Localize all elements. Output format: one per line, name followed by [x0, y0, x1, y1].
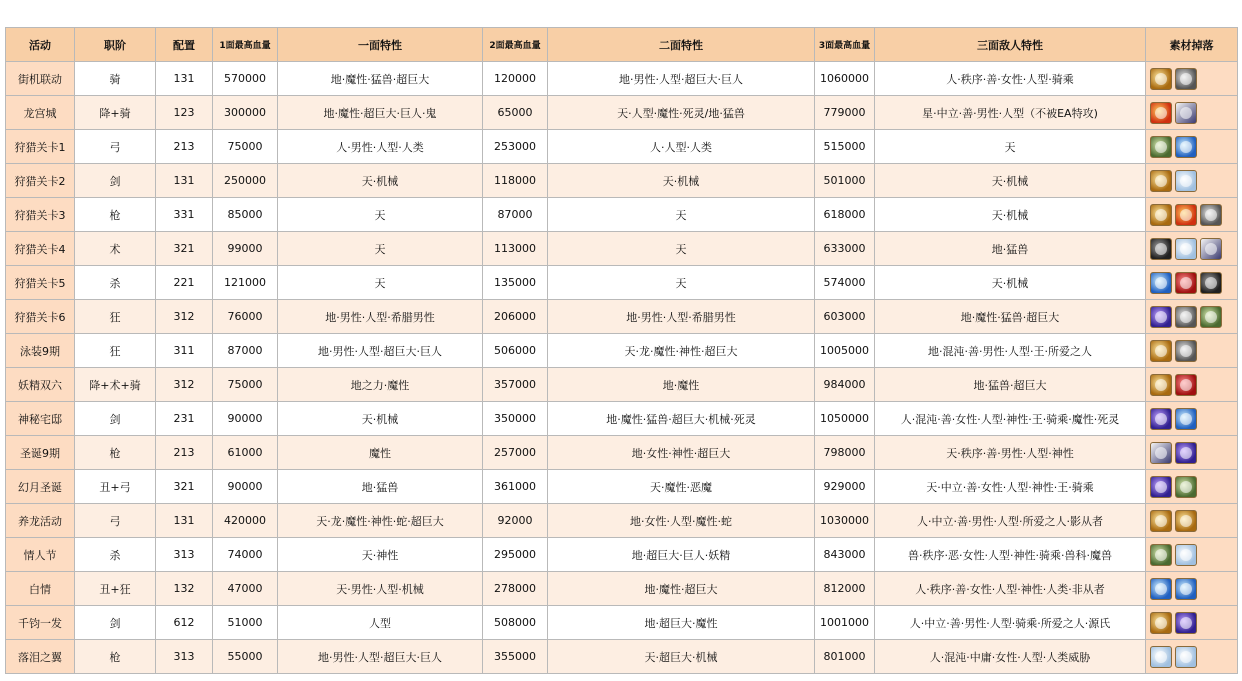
cell-class: 杀 — [75, 538, 156, 572]
cell-trait1: 人型 — [278, 606, 483, 640]
cell-hp1: 420000 — [213, 504, 278, 538]
cell-class: 杀 — [75, 266, 156, 300]
cell-trait1: 地之力·魔性 — [278, 368, 483, 402]
gold-gem-icon — [1150, 204, 1172, 226]
cell-config: 312 — [156, 368, 213, 402]
cell-hp1: 121000 — [213, 266, 278, 300]
cell-config: 213 — [156, 130, 213, 164]
metal-ring-icon — [1175, 68, 1197, 90]
cell-trait3: 兽·秩序·恶·女性·人型·神性·骑乘·兽科·魔兽 — [875, 538, 1146, 572]
purple-gem-icon — [1150, 476, 1172, 498]
cell-hp3: 801000 — [815, 640, 875, 674]
table-row — [6, 300, 1238, 334]
cell-trait1: 天·男性·人型·机械 — [278, 572, 483, 606]
cell-trait2: 天·龙·魔性·神性·超巨大 — [548, 334, 815, 368]
light-orb-icon — [1175, 646, 1197, 668]
cell-class: 术 — [75, 232, 156, 266]
gold-gem-icon — [1175, 510, 1197, 532]
cell-trait1: 地·魔性·猛兽·超巨大 — [278, 62, 483, 96]
cell-hp3: 929000 — [815, 470, 875, 504]
cell-trait3: 地·魔性·猛兽·超巨大 — [875, 300, 1146, 334]
header-class: 职阶 — [75, 28, 156, 62]
cell-trait3: 人·混沌·中庸·女性·人型·人类威胁 — [875, 640, 1146, 674]
cell-trait3: 星·中立·善·男性·人型（不被EA特攻) — [875, 96, 1146, 130]
cell-drops — [1146, 96, 1238, 130]
cell-trait2: 天·超巨大·机械 — [548, 640, 815, 674]
cell-activity: 落泪之翼 — [6, 640, 75, 674]
cell-drops — [1146, 300, 1238, 334]
cell-hp2: 355000 — [483, 640, 548, 674]
cell-hp2: 357000 — [483, 368, 548, 402]
cell-activity: 白情 — [6, 572, 75, 606]
cell-activity: 妖精双六 — [6, 368, 75, 402]
cell-trait2: 地·女性·神性·超巨大 — [548, 436, 815, 470]
blue-crystal-icon — [1150, 578, 1172, 600]
cell-drops — [1146, 572, 1238, 606]
cell-hp3: 1030000 — [815, 504, 875, 538]
cell-hp2: 295000 — [483, 538, 548, 572]
cell-hp2: 278000 — [483, 572, 548, 606]
cell-trait3: 天·机械 — [875, 266, 1146, 300]
metal-ring-icon — [1175, 340, 1197, 362]
cell-drops — [1146, 368, 1238, 402]
cell-hp3: 1001000 — [815, 606, 875, 640]
cell-trait3: 天·机械 — [875, 164, 1146, 198]
cell-hp2: 253000 — [483, 130, 548, 164]
cell-trait2: 地·超巨大·魔性 — [548, 606, 815, 640]
cell-hp1: 61000 — [213, 436, 278, 470]
cell-hp2: 87000 — [483, 198, 548, 232]
cell-activity: 龙宫城 — [6, 96, 75, 130]
cell-trait2: 天 — [548, 198, 815, 232]
cell-class: 枪 — [75, 198, 156, 232]
feather-icon — [1175, 102, 1197, 124]
blue-crystal-icon — [1175, 136, 1197, 158]
cell-trait2: 天·机械 — [548, 164, 815, 198]
header-trait3: 三面敌人特性 — [875, 28, 1146, 62]
cell-class: 狂 — [75, 334, 156, 368]
gold-gem-icon — [1150, 340, 1172, 362]
cell-activity: 神秘宅邸 — [6, 402, 75, 436]
cell-hp3: 812000 — [815, 572, 875, 606]
cell-drops — [1146, 436, 1238, 470]
cell-hp2: 506000 — [483, 334, 548, 368]
cell-drops — [1146, 334, 1238, 368]
header-hp2: 2面最高血量 — [483, 28, 548, 62]
cell-class: 丑+狂 — [75, 572, 156, 606]
header-hp1: 1面最高血量 — [213, 28, 278, 62]
cell-trait3: 地·混沌·善·男性·人型·王·所爱之人 — [875, 334, 1146, 368]
table-row — [6, 402, 1238, 436]
cell-class: 剑 — [75, 402, 156, 436]
cell-hp1: 74000 — [213, 538, 278, 572]
cell-trait3: 人·秩序·善·女性·人型·骑乘 — [875, 62, 1146, 96]
metal-ring-icon — [1200, 204, 1222, 226]
cell-config: 123 — [156, 96, 213, 130]
cell-hp1: 55000 — [213, 640, 278, 674]
cell-class: 狂 — [75, 300, 156, 334]
metal-ring-icon — [1175, 306, 1197, 328]
cell-hp3: 1050000 — [815, 402, 875, 436]
cell-trait3: 人·混沌·善·女性·人型·神性·王·骑乘·魔性·死灵 — [875, 402, 1146, 436]
cell-class: 降+骑 — [75, 96, 156, 130]
red-orb-icon — [1175, 272, 1197, 294]
dark-claw-icon — [1150, 238, 1172, 260]
cell-config: 331 — [156, 198, 213, 232]
gold-gem-icon — [1150, 68, 1172, 90]
cell-trait3: 天 — [875, 130, 1146, 164]
cell-trait3: 人·中立·善·男性·人型·所爱之人·影从者 — [875, 504, 1146, 538]
blue-crystal-icon — [1175, 408, 1197, 430]
cell-class: 枪 — [75, 640, 156, 674]
cell-hp3: 984000 — [815, 368, 875, 402]
cell-activity: 狩猎关卡4 — [6, 232, 75, 266]
cell-trait1: 天·龙·魔性·神性·蛇·超巨大 — [278, 504, 483, 538]
header-config: 配置 — [156, 28, 213, 62]
cell-drops — [1146, 640, 1238, 674]
cell-hp3: 515000 — [815, 130, 875, 164]
cell-config: 132 — [156, 572, 213, 606]
cell-hp1: 300000 — [213, 96, 278, 130]
cell-trait3: 人·秩序·善·女性·人型·神性·人类·非从者 — [875, 572, 1146, 606]
cell-hp1: 75000 — [213, 130, 278, 164]
cell-trait1: 地·男性·人型·超巨大·巨人 — [278, 640, 483, 674]
cell-config: 321 — [156, 470, 213, 504]
cell-trait1: 地·猛兽 — [278, 470, 483, 504]
cell-hp2: 118000 — [483, 164, 548, 198]
cell-class: 弓 — [75, 130, 156, 164]
red-orb-icon — [1175, 374, 1197, 396]
cell-trait2: 地·魔性·猛兽·超巨大·机械·死灵 — [548, 402, 815, 436]
header-activity: 活动 — [6, 28, 75, 62]
table-row — [6, 334, 1238, 368]
cell-hp1: 47000 — [213, 572, 278, 606]
cell-trait1: 天 — [278, 232, 483, 266]
cell-trait2: 地·女性·人型·魔性·蛇 — [548, 504, 815, 538]
cell-hp2: 135000 — [483, 266, 548, 300]
cell-drops — [1146, 164, 1238, 198]
green-stone-icon — [1150, 136, 1172, 158]
cell-config: 131 — [156, 164, 213, 198]
cell-trait3: 地·猛兽 — [875, 232, 1146, 266]
table-row — [6, 572, 1238, 606]
cell-hp3: 618000 — [815, 198, 875, 232]
cell-activity: 泳装9期 — [6, 334, 75, 368]
table-row — [6, 640, 1238, 674]
table-row — [6, 504, 1238, 538]
cell-config: 312 — [156, 300, 213, 334]
cell-activity: 幻月圣诞 — [6, 470, 75, 504]
cell-activity: 街机联动 — [6, 62, 75, 96]
purple-gem-icon — [1175, 612, 1197, 634]
cell-activity: 狩猎关卡5 — [6, 266, 75, 300]
cell-hp2: 350000 — [483, 402, 548, 436]
cell-class: 降+术+骑 — [75, 368, 156, 402]
cell-trait1: 地·男性·人型·希腊男性 — [278, 300, 483, 334]
cell-trait3: 人·中立·善·男性·人型·骑乘·所爱之人·源氏 — [875, 606, 1146, 640]
cell-drops — [1146, 198, 1238, 232]
cell-hp2: 92000 — [483, 504, 548, 538]
header-trait2: 二面特性 — [548, 28, 815, 62]
cell-config: 131 — [156, 62, 213, 96]
header-hp3: 3面最高血量 — [815, 28, 875, 62]
cell-hp2: 65000 — [483, 96, 548, 130]
cell-config: 221 — [156, 266, 213, 300]
cell-hp1: 76000 — [213, 300, 278, 334]
cell-activity: 圣诞9期 — [6, 436, 75, 470]
header-trait1: 一面特性 — [278, 28, 483, 62]
cell-config: 131 — [156, 504, 213, 538]
cell-trait2: 地·男性·人型·希腊男性 — [548, 300, 815, 334]
cell-trait3: 天·中立·善·女性·人型·神性·王·骑乘 — [875, 470, 1146, 504]
cell-hp1: 99000 — [213, 232, 278, 266]
cell-hp2: 361000 — [483, 470, 548, 504]
gold-gem-icon — [1150, 510, 1172, 532]
cell-hp2: 113000 — [483, 232, 548, 266]
feather-icon — [1150, 442, 1172, 464]
cell-hp1: 75000 — [213, 368, 278, 402]
table-row — [6, 164, 1238, 198]
cell-trait1: 天·机械 — [278, 164, 483, 198]
cell-config: 231 — [156, 402, 213, 436]
cell-config: 313 — [156, 640, 213, 674]
cell-class: 骑 — [75, 62, 156, 96]
cell-hp1: 90000 — [213, 402, 278, 436]
cell-hp2: 120000 — [483, 62, 548, 96]
cell-hp1: 87000 — [213, 334, 278, 368]
cell-drops — [1146, 402, 1238, 436]
cell-trait2: 人·人型·人类 — [548, 130, 815, 164]
cell-drops — [1146, 266, 1238, 300]
cell-hp3: 574000 — [815, 266, 875, 300]
cell-trait2: 天 — [548, 266, 815, 300]
green-stone-icon — [1175, 476, 1197, 498]
cell-hp3: 1060000 — [815, 62, 875, 96]
cell-trait1: 魔性 — [278, 436, 483, 470]
cell-hp1: 570000 — [213, 62, 278, 96]
blue-crystal-icon — [1175, 578, 1197, 600]
table-row — [6, 232, 1238, 266]
cell-hp3: 603000 — [815, 300, 875, 334]
gold-gem-icon — [1150, 612, 1172, 634]
purple-gem-icon — [1150, 408, 1172, 430]
cell-class: 弓 — [75, 504, 156, 538]
cell-trait1: 天 — [278, 266, 483, 300]
cell-trait1: 天·机械 — [278, 402, 483, 436]
cell-hp3: 1005000 — [815, 334, 875, 368]
cell-hp1: 85000 — [213, 198, 278, 232]
header-row — [6, 28, 1238, 62]
boss-table-wrapper — [5, 27, 1238, 674]
cell-class: 剑 — [75, 164, 156, 198]
cell-trait2: 地·魔性 — [548, 368, 815, 402]
cell-hp3: 501000 — [815, 164, 875, 198]
cell-hp2: 206000 — [483, 300, 548, 334]
cell-trait3: 天·机械 — [875, 198, 1146, 232]
cell-trait1: 地·男性·人型·超巨大·巨人 — [278, 334, 483, 368]
light-orb-icon — [1175, 238, 1197, 260]
cell-config: 313 — [156, 538, 213, 572]
cell-drops — [1146, 538, 1238, 572]
cell-hp1: 90000 — [213, 470, 278, 504]
cell-drops — [1146, 62, 1238, 96]
cell-trait3: 天·秩序·善·男性·人型·神性 — [875, 436, 1146, 470]
cell-hp3: 779000 — [815, 96, 875, 130]
cell-hp1: 51000 — [213, 606, 278, 640]
cell-drops — [1146, 232, 1238, 266]
table-row — [6, 198, 1238, 232]
cell-drops — [1146, 470, 1238, 504]
cell-drops — [1146, 504, 1238, 538]
light-orb-icon — [1175, 170, 1197, 192]
cell-hp2: 257000 — [483, 436, 548, 470]
light-orb-icon — [1175, 544, 1197, 566]
cell-trait1: 人·男性·人型·人类 — [278, 130, 483, 164]
cell-hp3: 843000 — [815, 538, 875, 572]
cell-trait2: 地·魔性·超巨大 — [548, 572, 815, 606]
cell-trait2: 地·超巨大·巨人·妖精 — [548, 538, 815, 572]
green-stone-icon — [1200, 306, 1222, 328]
gold-gem-icon — [1150, 170, 1172, 192]
table-row — [6, 470, 1238, 504]
feather-icon — [1200, 238, 1222, 260]
cell-hp1: 250000 — [213, 164, 278, 198]
cell-activity: 狩猎关卡3 — [6, 198, 75, 232]
cell-drops — [1146, 130, 1238, 164]
cell-trait1: 天·神性 — [278, 538, 483, 572]
cell-trait2: 天 — [548, 232, 815, 266]
table-row — [6, 130, 1238, 164]
cell-activity: 狩猎关卡2 — [6, 164, 75, 198]
table-row — [6, 266, 1238, 300]
cell-class: 丑+弓 — [75, 470, 156, 504]
table-row — [6, 368, 1238, 402]
table-row — [6, 538, 1238, 572]
cell-activity: 千钧一发 — [6, 606, 75, 640]
cell-drops — [1146, 606, 1238, 640]
blue-crystal-icon — [1150, 272, 1172, 294]
purple-gem-icon — [1150, 306, 1172, 328]
fire-orb-icon — [1150, 102, 1172, 124]
light-orb-icon — [1150, 646, 1172, 668]
cell-config: 213 — [156, 436, 213, 470]
dark-gear-icon — [1200, 272, 1222, 294]
purple-gem-icon — [1175, 442, 1197, 464]
table-row — [6, 606, 1238, 640]
table-row — [6, 436, 1238, 470]
cell-activity: 狩猎关卡1 — [6, 130, 75, 164]
table-row — [6, 96, 1238, 130]
header-drops: 素材掉落 — [1146, 28, 1238, 62]
table-body — [6, 62, 1238, 674]
gold-gem-icon — [1150, 374, 1172, 396]
cell-trait2: 地·男性·人型·超巨大·巨人 — [548, 62, 815, 96]
cell-hp3: 798000 — [815, 436, 875, 470]
cell-config: 612 — [156, 606, 213, 640]
cell-activity: 养龙活动 — [6, 504, 75, 538]
boss-hp-table — [5, 27, 1238, 674]
cell-trait1: 天 — [278, 198, 483, 232]
cell-config: 311 — [156, 334, 213, 368]
cell-hp2: 508000 — [483, 606, 548, 640]
cell-trait2: 天·人型·魔性·死灵/地·猛兽 — [548, 96, 815, 130]
cell-trait2: 天·魔性·恶魔 — [548, 470, 815, 504]
cell-hp3: 633000 — [815, 232, 875, 266]
cell-activity: 狩猎关卡6 — [6, 300, 75, 334]
cell-config: 321 — [156, 232, 213, 266]
table-row — [6, 62, 1238, 96]
cell-class: 枪 — [75, 436, 156, 470]
cell-trait3: 地·猛兽·超巨大 — [875, 368, 1146, 402]
fire-orb-icon — [1175, 204, 1197, 226]
cell-class: 剑 — [75, 606, 156, 640]
green-stone-icon — [1150, 544, 1172, 566]
cell-trait1: 地·魔性·超巨大·巨人·鬼 — [278, 96, 483, 130]
cell-activity: 情人节 — [6, 538, 75, 572]
